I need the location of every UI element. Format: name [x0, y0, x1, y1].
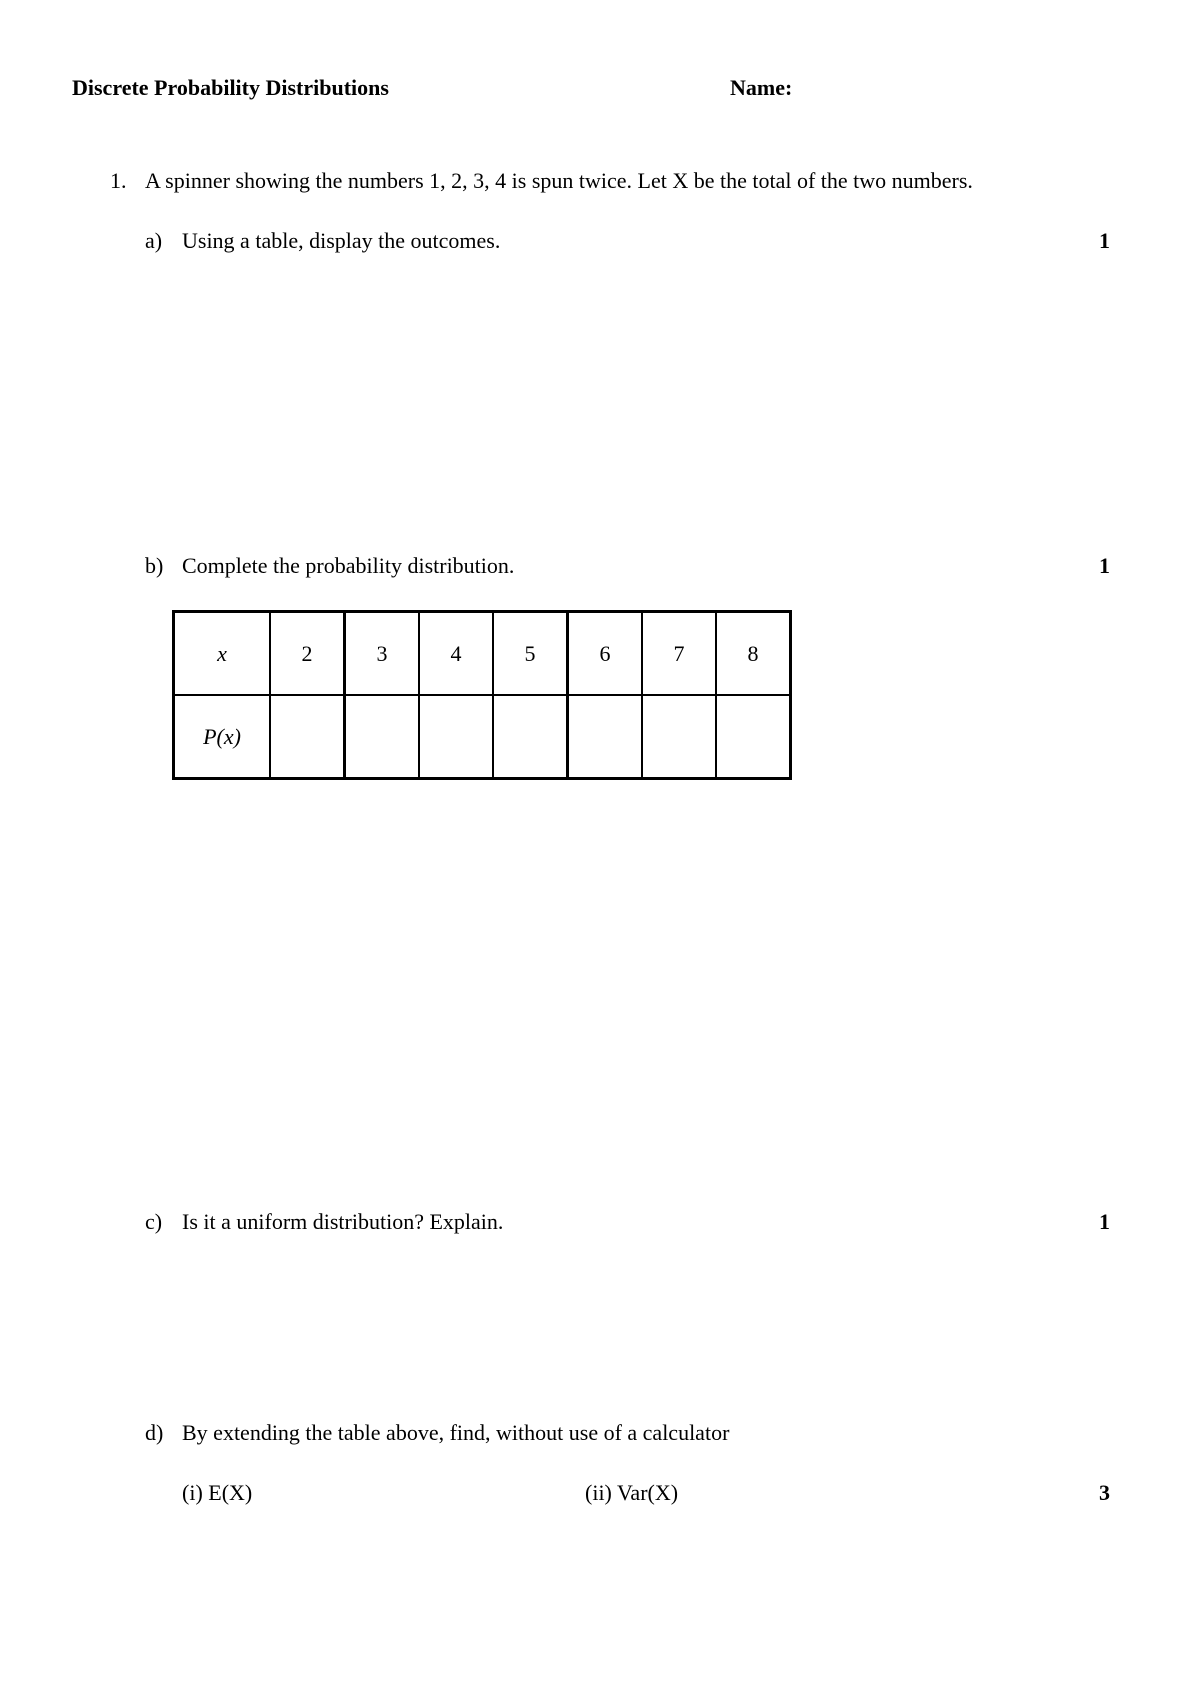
worksheet-title: Discrete Probability Distributions	[72, 75, 389, 100]
table-value-cell: 6	[568, 612, 643, 696]
table-blank-cell	[345, 695, 420, 779]
part-d-label: d)	[145, 1420, 164, 1445]
part-a-label: a)	[145, 228, 163, 253]
probability-distribution-table	[172, 610, 792, 780]
table-value-cell: 3	[345, 612, 420, 696]
part-d-text: By extending the table above, find, without use of a calculator	[182, 1420, 730, 1445]
part-d-sub-ii: (ii) Var(X)	[585, 1480, 679, 1505]
part-c-label: c)	[145, 1209, 163, 1234]
table-blank-cell	[270, 695, 345, 779]
table-value-cell: 4	[419, 612, 493, 696]
table-row-x	[174, 612, 791, 696]
table-blank-cell	[568, 695, 643, 779]
table-blank-cell	[493, 695, 568, 779]
table-value-cell: 7	[642, 612, 716, 696]
name-label: Name:	[730, 75, 793, 100]
question-stem: A spinner showing the numbers 1, 2, 3, 4 is spun twice. Let X be the total of the two numbers.	[145, 168, 973, 193]
part-b-text: Complete the probability distribution.	[182, 553, 515, 578]
part-a-marks: 1	[1099, 228, 1110, 253]
table-value-cell: 5	[493, 612, 568, 696]
part-b-marks: 1	[1099, 553, 1110, 578]
table-blank-cell	[716, 695, 791, 779]
table-blank-cell	[419, 695, 493, 779]
part-b-label: b)	[145, 553, 164, 578]
part-d-marks: 3	[1099, 1480, 1110, 1505]
table-row-px	[174, 695, 791, 779]
question-number: 1.	[110, 168, 127, 193]
table-value-cell: 2	[270, 612, 345, 696]
table-header-px: P(x)	[174, 695, 271, 779]
part-c-marks: 1	[1099, 1209, 1110, 1234]
table-blank-cell	[642, 695, 716, 779]
table-header-x: x	[174, 612, 271, 696]
table-value-cell: 8	[716, 612, 791, 696]
part-d-sub-i: (i) E(X)	[182, 1480, 253, 1505]
part-a-text: Using a table, display the outcomes.	[182, 228, 501, 253]
part-c-text: Is it a uniform distribution? Explain.	[182, 1209, 504, 1234]
